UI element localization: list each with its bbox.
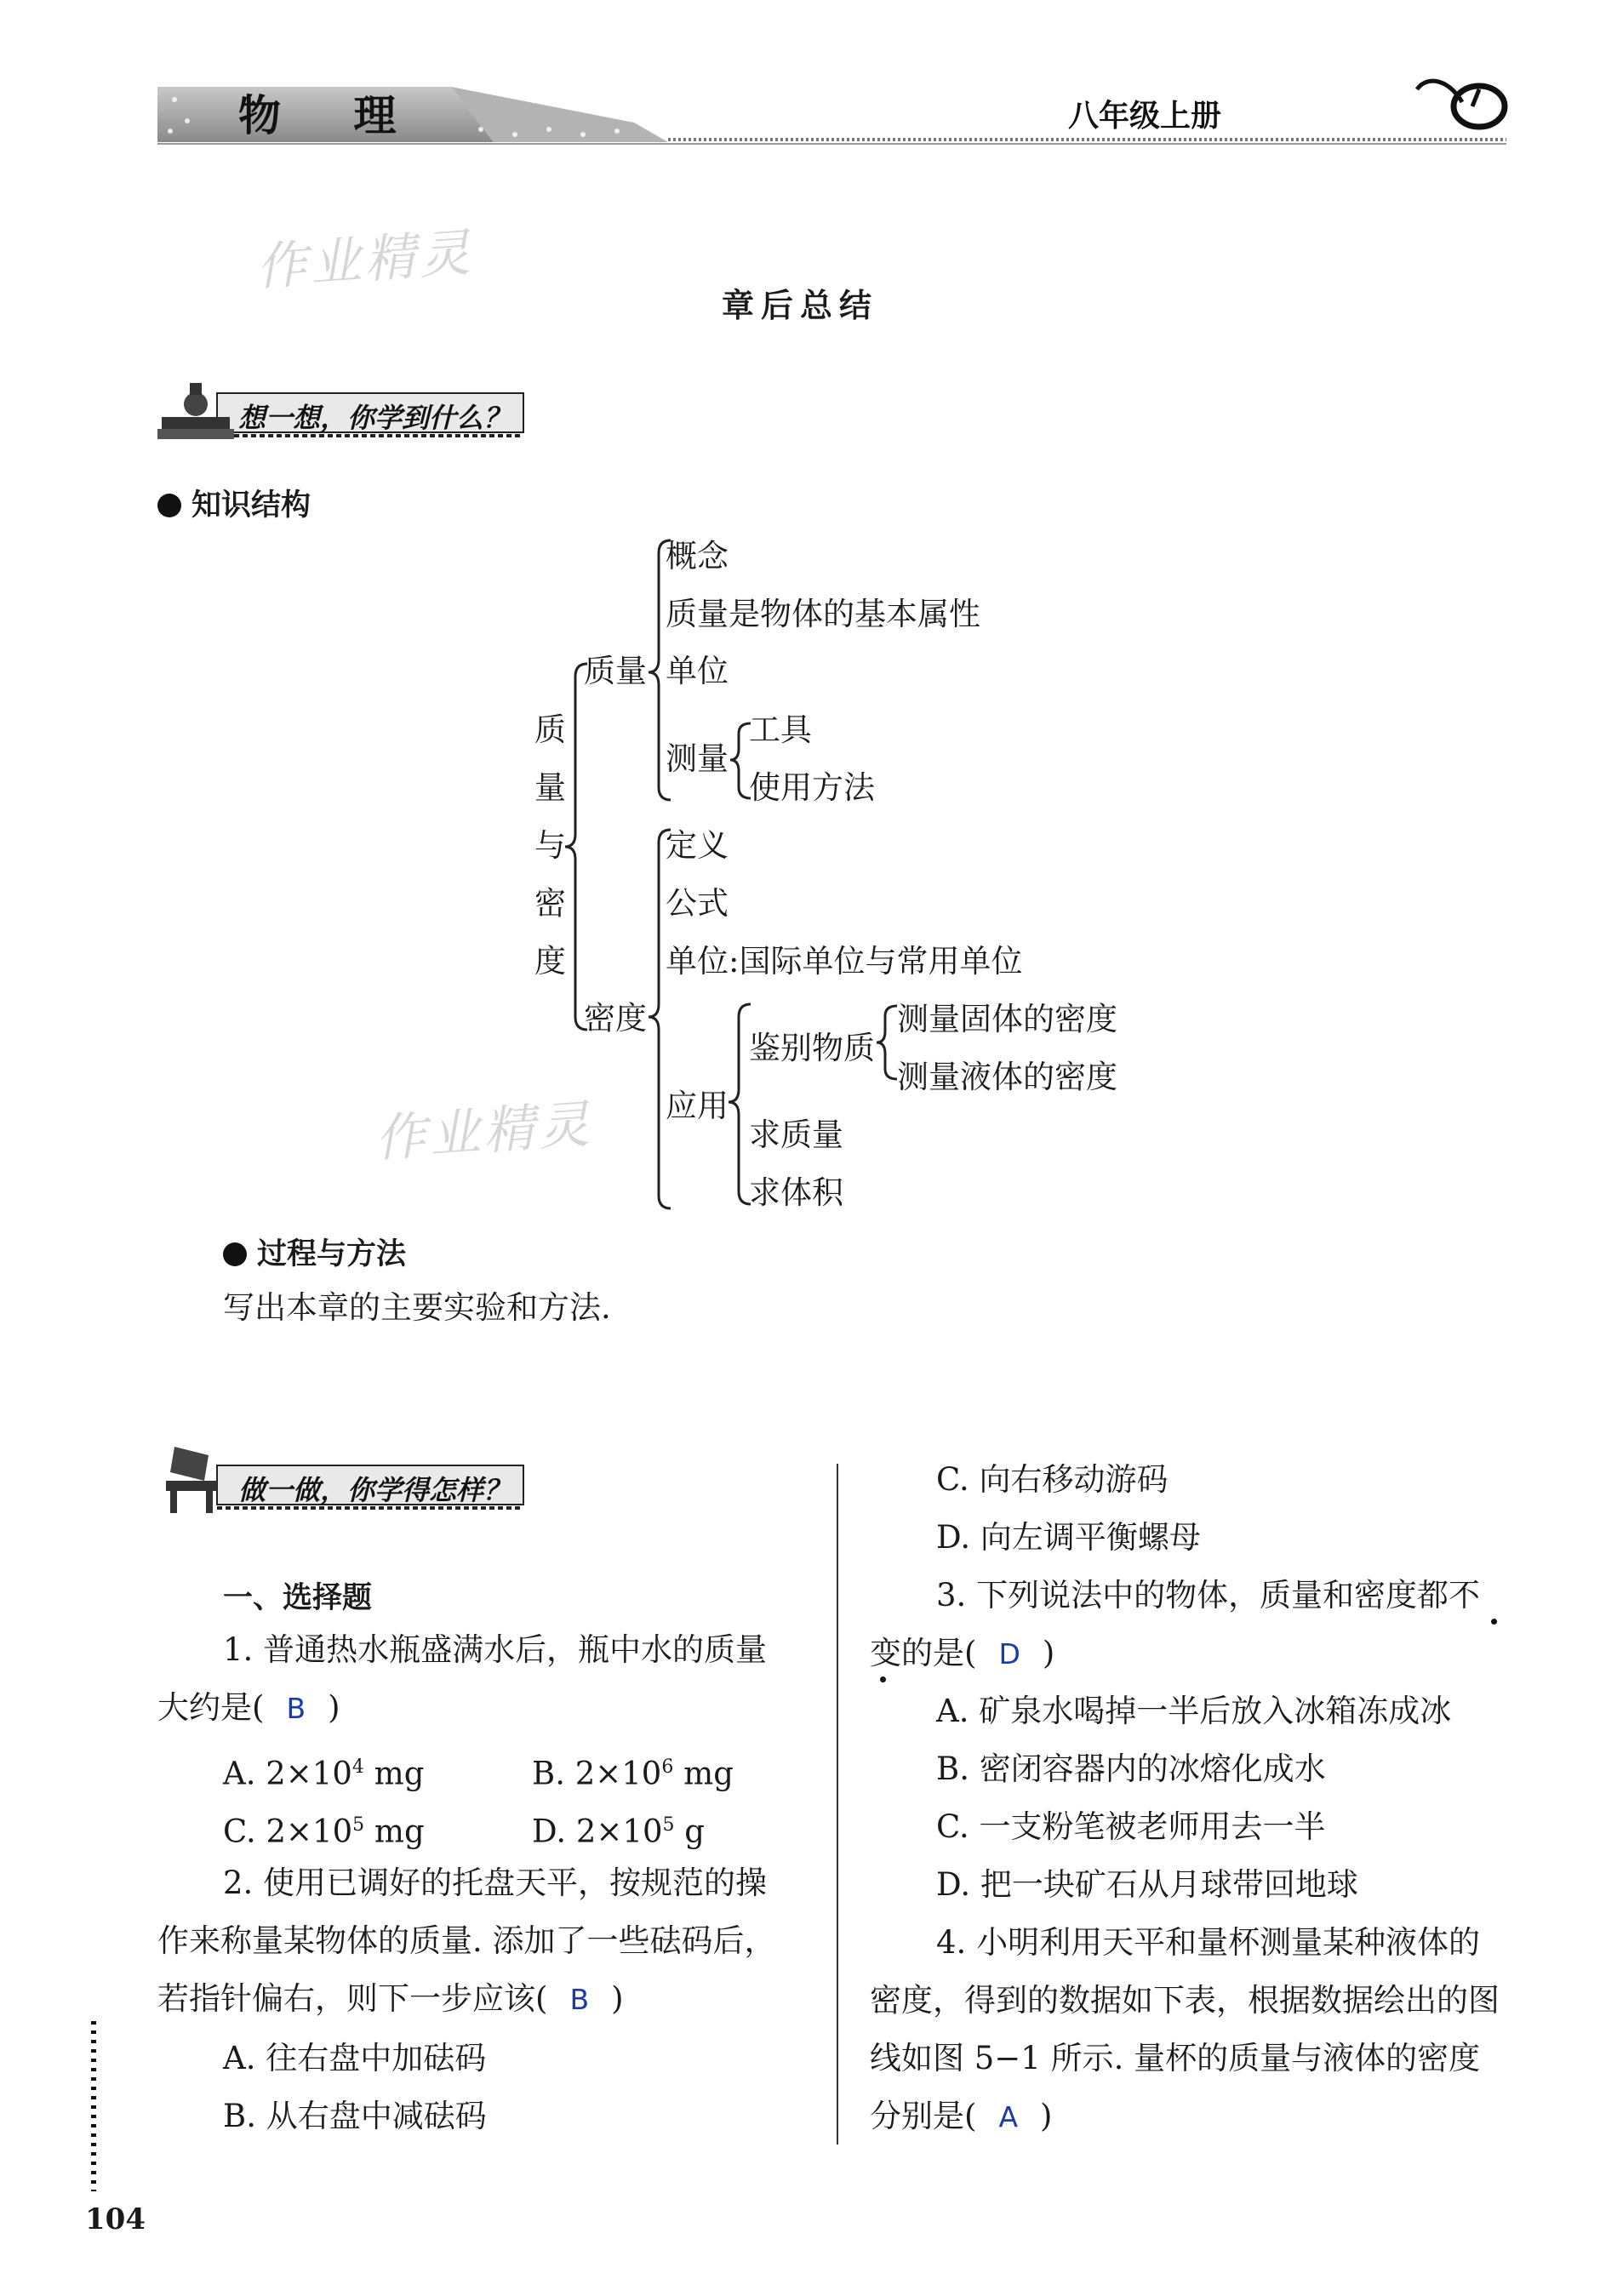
q3-line1: 3. 下列说法中的物体，质量和密度都不 xyxy=(936,1577,1481,1613)
q4-line2: 密度，得到的数据如下表，根据数据绘出的图 xyxy=(870,1982,1500,2019)
do-banner xyxy=(157,1447,528,1506)
tree-measure-method: 使用方法 xyxy=(749,769,875,806)
q4-line3: 线如图 5−1 所示. 量杯的质量与液体的密度 xyxy=(870,2040,1481,2076)
emphasis-dot xyxy=(880,1676,886,1682)
q3-stem-end: 变的是( xyxy=(870,1635,977,1671)
q1-answer: B xyxy=(286,1692,306,1725)
q4-answer: A xyxy=(998,2100,1019,2133)
tree-density: 密度 xyxy=(584,1000,647,1037)
q3-answer: D xyxy=(998,1637,1020,1671)
q4-stem-end: 分别是( xyxy=(870,2098,977,2134)
emphasis-dot xyxy=(1491,1619,1497,1625)
tree-density-unit: 单位:国际单位与常用单位 xyxy=(666,943,1023,980)
q2-close-paren: ) xyxy=(611,1980,624,2017)
q3-line2 xyxy=(870,1634,1054,1674)
tree-density-definition: 定义 xyxy=(666,827,729,864)
header-grade: 八年级上册 xyxy=(1068,98,1222,134)
tree-app-find-mass: 求质量 xyxy=(749,1117,843,1153)
watermark-top: 作业精灵 xyxy=(254,223,476,298)
tree-root-1: 质 xyxy=(534,711,566,748)
q1-option-a: A. $2\times 10^4$ mg xyxy=(223,1755,425,1792)
q3-option-c: C. 一支粉笔被老师用去一半 xyxy=(936,1808,1326,1845)
q3-option-b: B. 密闭容器内的冰熔化成水 xyxy=(936,1751,1326,1787)
chapter-title: 章后总结 xyxy=(721,286,878,324)
column-divider xyxy=(837,1464,838,2145)
q1-line1: 1. 普通热水瓶盛满水后，瓶中水的质量 xyxy=(223,1631,768,1668)
q2-option-c: C. 向右移动游码 xyxy=(936,1461,1169,1498)
tree-app-identify: 鉴别物质 xyxy=(749,1030,875,1066)
page-number: 104 xyxy=(85,2202,146,2236)
tree-identify-solid: 测量固体的密度 xyxy=(897,1001,1117,1037)
tree-app-find-volume: 求体积 xyxy=(749,1174,843,1211)
process-text: 写出本章的主要实验和方法. xyxy=(223,1289,611,1326)
process-heading xyxy=(223,1231,406,1273)
q3-option-d: D. 把一块矿石从月球带回地球 xyxy=(936,1866,1358,1903)
q1-stem-end: 大约是( xyxy=(157,1689,265,1726)
tree-mass: 质量 xyxy=(584,653,647,689)
header-subject: 物 理 xyxy=(238,90,426,140)
q2-line3 xyxy=(157,1979,624,2019)
q1-option-b: B. $2\times 10^6$ mg xyxy=(532,1755,734,1792)
tree-root-5: 度 xyxy=(534,943,566,980)
q2-stem-end: 若指针偏右，则下一步应该( xyxy=(157,1980,548,2017)
q4-close-paren: ) xyxy=(1040,2098,1053,2134)
think-banner-text: 想一想，你学到什么？ xyxy=(238,402,511,434)
q1-option-d: D. $2\times 10^5$ g xyxy=(532,1813,705,1850)
watermark-middle: 作业精灵 xyxy=(373,1094,595,1169)
knowledge-heading-text: 知识结构 xyxy=(191,488,311,523)
tree-mass-concept: 概念 xyxy=(666,538,729,574)
q2-option-b: B. 从右盘中减砝码 xyxy=(223,2098,487,2134)
process-heading-text: 过程与方法 xyxy=(257,1237,407,1271)
q2-answer: B xyxy=(569,1983,590,2016)
tree-density-formula: 公式 xyxy=(666,885,729,922)
q4-line1: 4. 小明利用天平和量杯测量某种液体的 xyxy=(936,1924,1481,1961)
tree-identify-liquid: 测量液体的密度 xyxy=(897,1059,1117,1095)
q3-option-a: A. 矿泉水喝掉一半后放入冰箱冻成冰 xyxy=(936,1693,1452,1729)
tree-density-application: 应用 xyxy=(666,1088,729,1124)
tree-root-2: 量 xyxy=(534,769,566,806)
bullet-icon xyxy=(223,1242,247,1266)
tree-mass-unit: 单位 xyxy=(666,653,729,689)
tree-mass-measure: 测量 xyxy=(666,740,729,777)
q1-option-c: C. $2\times 10^5$ mg xyxy=(223,1813,425,1850)
q2-line2: 作来称量某物体的质量. 添加了一些砝码后， xyxy=(157,1922,776,1959)
q2-option-a: A. 往右盘中加砝码 xyxy=(223,2040,487,2076)
tree-root-4: 密 xyxy=(534,885,566,922)
q2-option-d: D. 向左调平衡螺母 xyxy=(936,1519,1201,1556)
q1-line2 xyxy=(157,1688,340,1728)
do-banner-text: 做一做，你学得怎样？ xyxy=(238,1474,511,1506)
q3-close-paren: ) xyxy=(1042,1635,1055,1671)
q1-close-paren: ) xyxy=(328,1689,340,1726)
choice-heading: 一、选择题 xyxy=(223,1580,373,1615)
q4-line4 xyxy=(870,2097,1052,2137)
tree-mass-property: 质量是物体的基本属性 xyxy=(666,596,980,632)
page-dots xyxy=(90,2021,97,2191)
tree-measure-tool: 工具 xyxy=(749,711,812,748)
tree-root-3: 与 xyxy=(534,827,566,864)
q2-line1: 2. 使用已调好的托盘天平，按规范的操 xyxy=(223,1865,768,1901)
